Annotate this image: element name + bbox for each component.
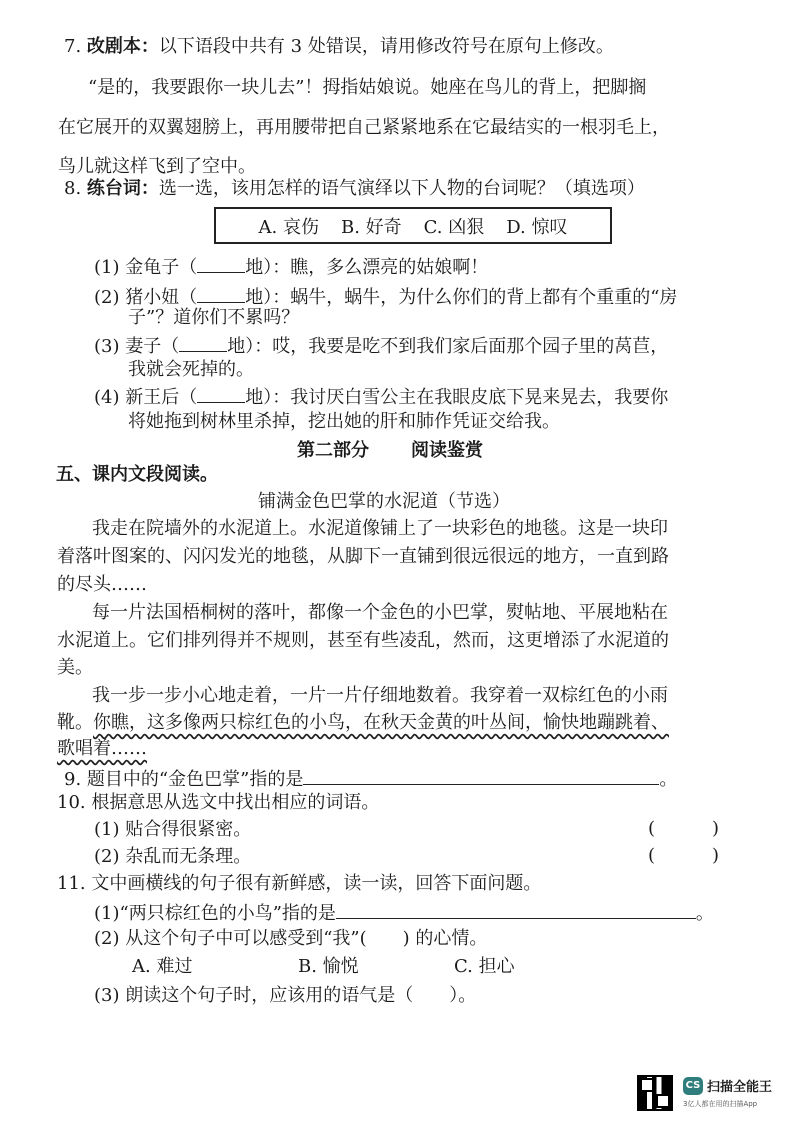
q7-instruction: 以下语段中共有 3 处错误，请用修改符号在原句上修改。 [158,36,614,57]
underlined-sentence-part-2: 歌唱着…… [57,738,147,759]
section5-heading: 五、课内文段阅读。 [56,464,218,485]
q8-item-1 [94,254,488,279]
q7-passage-line-3: 鸟儿就这样飞到了空中。 [58,156,256,177]
q8-item-4-line: 地）：我讨厌白雪公主在我眼皮底下晃来晃去，我要你 [245,387,669,408]
scanner-brand: 扫描全能王 [707,1080,773,1095]
part2-heading-right: 阅读鉴赏 [411,440,483,461]
q9-end: 。 [659,769,678,790]
q7-passage-line-2: 在它展开的双翼翅膀上，再用腰带把自己紧紧地系在它最结实的一根羽毛上， [58,117,670,138]
q10-item-2-paren-close: ) [712,845,720,866]
q7-number: 7. [64,36,82,57]
q8-item-2-cont: 子”？道你们不累吗？ [128,307,300,328]
para2-line-1: 每一片法国梧桐树的落叶，都像一个金色的小巴掌，熨帖地、平展地粘在 [92,602,668,623]
qr-code-icon [637,1075,673,1111]
q10-line [57,792,379,814]
para3-line-3 [57,738,147,760]
q11-item-1 [94,900,714,925]
q9-line [64,766,677,791]
q10-text: 根据意思从选文中找出相应的词语。 [91,792,380,813]
q8-option-d: D. 惊叹 [506,216,568,238]
q8-option-c: C. 凶狠 [423,216,485,238]
para1-line-3: 的尽头…… [57,574,147,595]
q8-item-2-blank[interactable] [197,284,245,303]
q7-line [64,36,614,58]
part2-heading-left: 第二部分 [297,440,369,461]
q11-item-3: (3) 朗读这个句子时，应该用的语气是（ ）。 [94,985,477,1006]
passage-title: 铺满金色巴掌的水泥道（节选） [258,491,510,512]
q11-text: 文中画横线的句子很有新鲜感，读一读，回答下面问题。 [91,873,542,894]
q8-item-1-line: 地）：瞧，多么漂亮的姑娘啊！ [245,257,489,278]
q8-number: 8. [64,178,82,199]
q10-item-1-paren-close: ) [712,818,720,839]
q8-item-3-blank[interactable] [179,333,227,352]
q10-number: 10. [57,792,86,813]
camscanner-logo-icon: CS [683,1077,703,1095]
q8-item-3-speaker: (3) 妻子（ [94,336,180,357]
para2-line-3: 美。 [57,657,93,678]
q8-options-box [214,207,612,244]
q11-item-1-text: (1)“两只棕红色的小鸟”指的是 [94,903,336,924]
para3-line-2-start: 靴。 [57,712,93,733]
q8-item-2 [94,284,677,309]
q11-item-1-blank[interactable] [336,900,696,919]
para1-line-2: 着落叶图案的、闪闪发光的地毯，从脚下一直铺到很远很远的地方，一直到路 [57,546,669,567]
q8-instruction: 选一选，该用怎样的语气演绎以下人物的台词呢？（填选项） [158,178,645,199]
q8-item-4 [94,384,668,409]
q7-passage-line-1: “是的，我要跟你一块儿去”！拇指姑娘说。她座在鸟儿的背上，把脚搁 [88,77,647,98]
para1-line-1: 我走在院墙外的水泥道上。水泥道像铺上了一块彩色的地毯。这是一块印 [92,518,668,539]
q7-title: 改剧本： [86,36,159,57]
q11-number: 11. [57,873,86,894]
q11-item-2: (2) 从这个句子中可以感受到“我”( ) 的心情。 [94,928,488,949]
q10-item-2: (2) 杂乱而无条理。 [94,846,252,867]
q8-item-1-speaker: (1) 金龟子（ [94,257,198,278]
scanner-watermark [637,1075,777,1113]
para3-line-2 [57,712,669,734]
q8-option-a: A. 哀伤 [258,216,319,238]
q8-item-3-line: 地）：哎，我要是吃不到我们家后面那个园子里的莴苣， [227,336,669,357]
q10-item-1: (1) 贴合得很紧密。 [94,819,252,840]
para3-line-1: 我一步一步小心地走着，一片一片仔细地数着。我穿着一双棕红色的小雨 [92,685,668,706]
q8-item-3-cont: 我就会死掉的。 [128,359,254,380]
q8-item-4-cont: 将她拖到树林里杀掉，挖出她的肝和肺作凭证交给我。 [128,411,560,432]
q11-option-a: A. 难过 [132,956,193,977]
q8-option-b: B. 好奇 [340,216,402,238]
q11-line [57,873,541,895]
q11-option-c: C. 担心 [454,956,515,977]
para2-line-2: 水泥道上。它们排列得并不规则，甚至有些凌乱，然而，这更增添了水泥道的 [57,630,669,651]
q8-item-2-speaker: (2) 猪小妞（ [94,287,198,308]
underlined-sentence-part-1: 你瞧，这多像两只棕红色的小鸟，在秋天金黄的叶丛间，愉快地蹦跳着、 [93,712,669,733]
q8-item-4-blank[interactable] [197,384,245,403]
q11-item-1-end: 。 [695,903,714,924]
q11-option-b: B. 愉悦 [298,956,359,977]
q9-number: 9. [64,769,82,790]
q8-item-1-blank[interactable] [197,254,245,273]
q8-item-2-line: 地）：蜗牛，蜗牛，为什么你们的背上都有个重重的“房 [245,287,678,308]
q10-item-2-paren-open[interactable]: ( [648,845,656,866]
q10-item-1-paren-open[interactable]: ( [648,818,656,839]
q8-title: 练台词： [86,178,159,199]
q8-line [64,178,645,200]
q8-item-4-speaker: (4) 新王后（ [94,387,198,408]
q9-text: 题目中的“金色巴掌”指的是 [86,769,304,790]
scanner-tagline: 3亿人都在用的扫描App [683,1100,758,1108]
q9-answer-blank[interactable] [303,766,659,785]
q8-item-3 [94,333,668,358]
